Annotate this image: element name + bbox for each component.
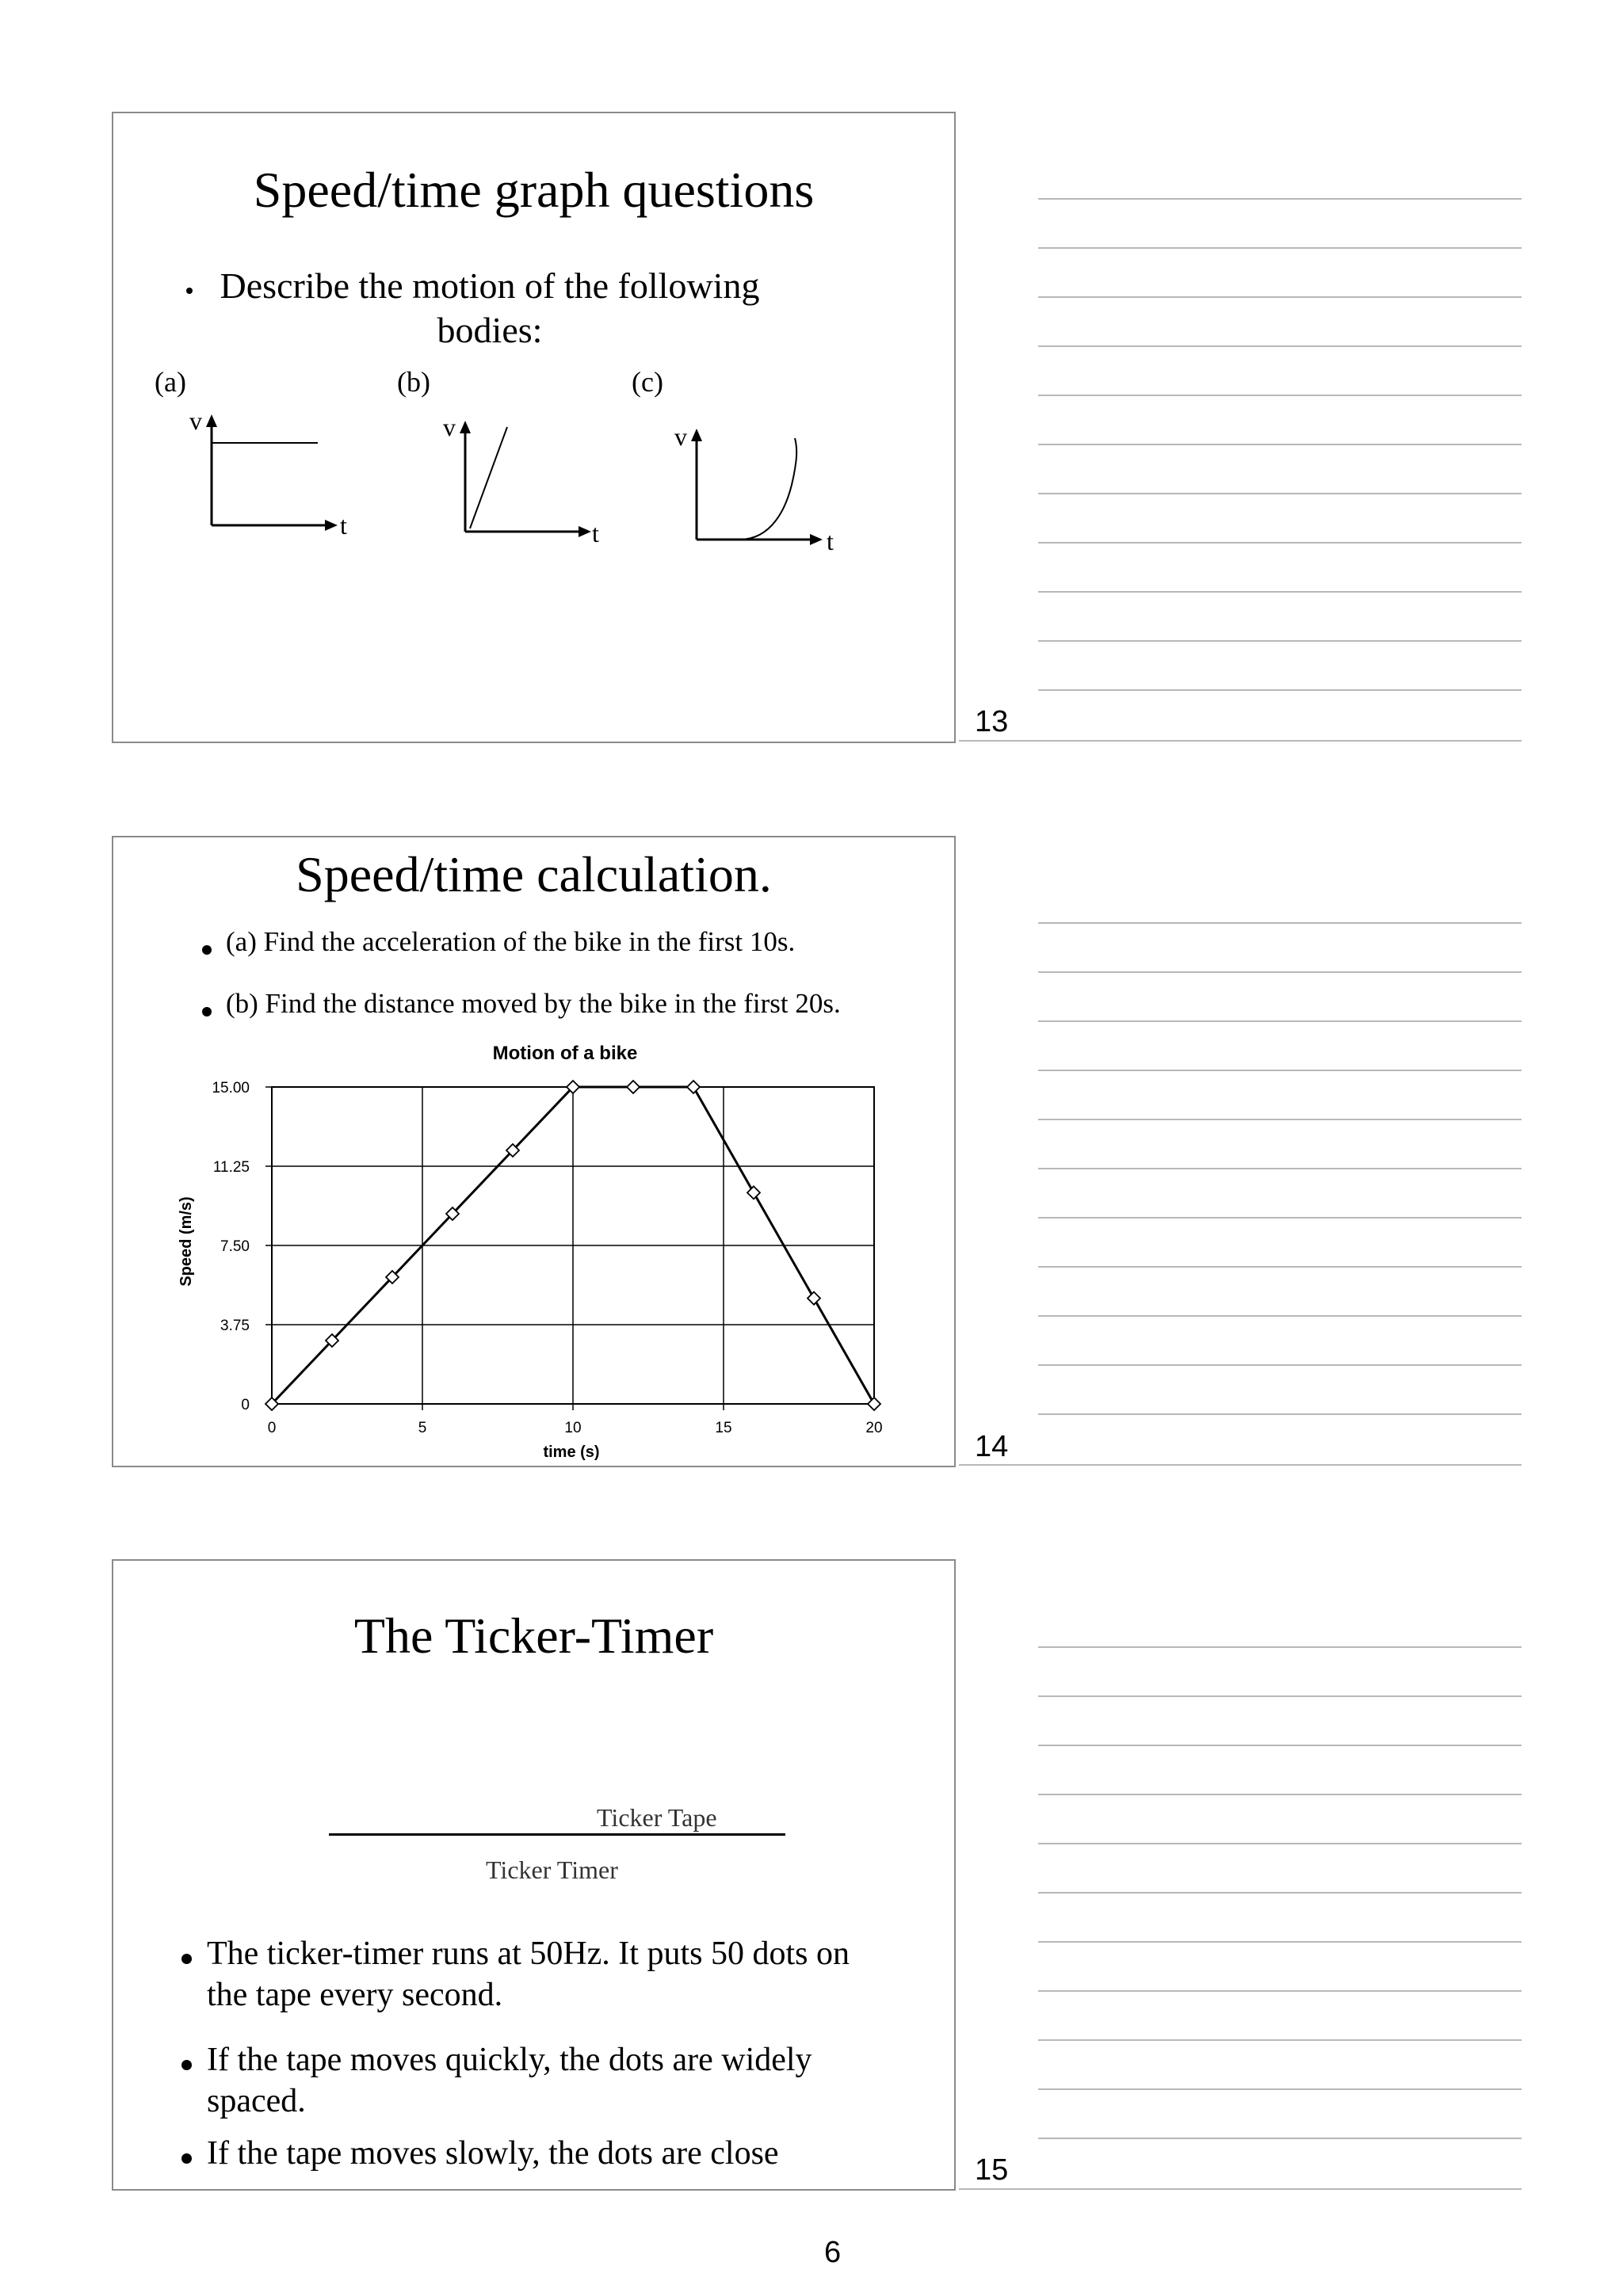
graph-c bbox=[113, 113, 954, 742]
graph-c-v-label: v bbox=[674, 422, 687, 451]
bullet-line: the tape every second. bbox=[207, 1977, 503, 2013]
bullet-text: (a) Find the acceleration of the bike in the first 10s. bbox=[226, 926, 796, 957]
slide-14 bbox=[112, 836, 956, 1467]
page-number: 6 bbox=[824, 2236, 842, 2269]
bullet-text bbox=[207, 1933, 850, 2016]
graph-b-v-label: v bbox=[443, 413, 456, 441]
bike-motion-chart bbox=[113, 837, 954, 1466]
bullet-dot bbox=[181, 2153, 192, 2164]
slide-number: 15 bbox=[975, 2153, 1009, 2187]
slide-title: Speed/time calculation. bbox=[296, 846, 772, 902]
graph-b-label: (b) bbox=[397, 366, 430, 398]
ticker-timer-label: Ticker Timer bbox=[486, 1855, 618, 1884]
bullet-line: If the tape moves slowly, the dots are close bbox=[207, 2135, 779, 2172]
bullet-line: spaced. bbox=[207, 2083, 306, 2119]
x-tick-label: 0 bbox=[267, 1420, 277, 1436]
x-tick-label: 15 bbox=[715, 1420, 732, 1436]
graph-c-t-label: t bbox=[827, 527, 834, 555]
chart-title: Motion of a bike bbox=[492, 1043, 638, 1064]
graph-b-t-label: t bbox=[592, 519, 599, 547]
graph-a-t-label: t bbox=[340, 511, 347, 540]
slide-15 bbox=[112, 1559, 956, 2191]
bullet-text bbox=[207, 2039, 812, 2122]
bullet-dot bbox=[181, 2060, 192, 2070]
ticker-tape-label: Ticker Tape bbox=[597, 1803, 717, 1832]
y-tick-label: 3.75 bbox=[220, 1318, 250, 1334]
y-tick-label: 11.25 bbox=[212, 1159, 250, 1176]
slide-13 bbox=[112, 112, 956, 743]
slide-title: The Ticker-Timer bbox=[353, 1608, 714, 1664]
y-tick-label: 15.00 bbox=[212, 1080, 250, 1097]
bullet-line: Describe the motion of the following bbox=[220, 265, 760, 306]
y-tick-label: 0 bbox=[241, 1397, 250, 1413]
slide-title: Speed/time graph questions bbox=[253, 162, 815, 218]
x-tick-label: 10 bbox=[564, 1420, 582, 1436]
bullet-line: bodies: bbox=[437, 310, 543, 350]
ticker-tape bbox=[329, 1833, 785, 1836]
y-tick-label: 7.50 bbox=[220, 1238, 250, 1255]
x-tick-label: 20 bbox=[865, 1420, 883, 1436]
bullet-line: If the tape moves quickly, the dots are widely bbox=[207, 2042, 812, 2078]
x-tick-label: 5 bbox=[418, 1420, 427, 1436]
graph-c-label: (c) bbox=[632, 366, 663, 398]
bullet-dot bbox=[181, 1954, 192, 1964]
y-axis-label: Speed (m/s) bbox=[178, 1196, 195, 1287]
x-axis-label: time (s) bbox=[543, 1444, 600, 1461]
slide-number: 13 bbox=[975, 705, 1009, 738]
bullet-line: The ticker-timer runs at 50Hz. It puts 50 dots on bbox=[207, 1936, 850, 1972]
graph-a-v-label: v bbox=[189, 406, 202, 435]
graph-a-label: (a) bbox=[155, 366, 186, 398]
bullet-text: (b) Find the distance moved by the bike in the first 20s. bbox=[226, 988, 841, 1019]
slide-number: 14 bbox=[975, 1430, 1009, 1463]
bullet-text bbox=[207, 2133, 779, 2174]
